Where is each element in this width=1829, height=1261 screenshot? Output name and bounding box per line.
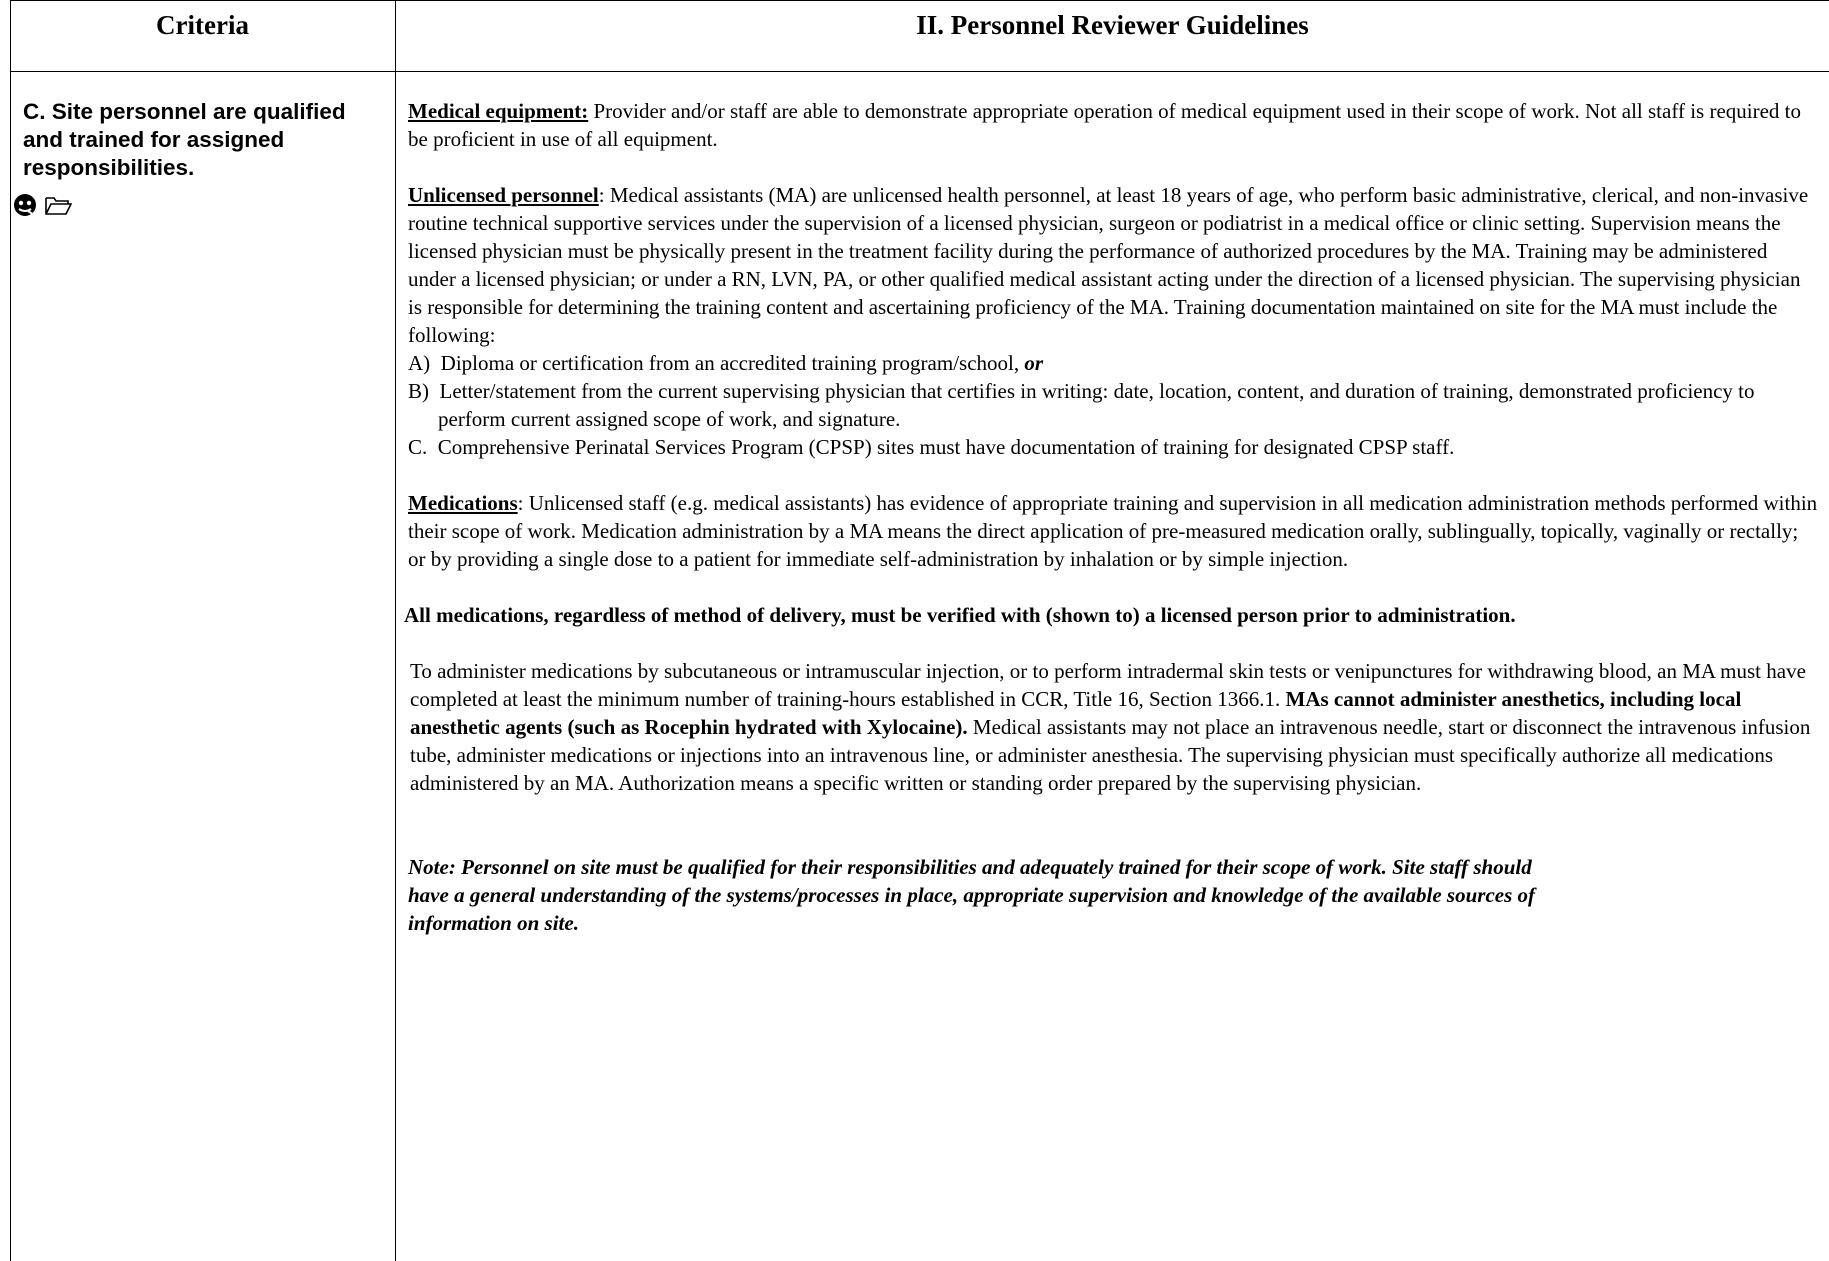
reviewer-face-icon: [12, 193, 38, 222]
criteria-text: C. Site personnel are qualified and trained for assigned responsibilities.: [23, 99, 346, 180]
criteria-header: Criteria: [156, 10, 249, 40]
guidelines-header: II. Personnel Reviewer Guidelines: [916, 10, 1309, 40]
note-paragraph: Note: Personnel on site must be qualified for their responsibilities and adequately trained for their scope of work. Site staff should have a general understanding of the systems/processes in place, appropriate supervision and knowledge of the available sources of information on site.: [408, 855, 1535, 935]
unlicensed-heading: Unlicensed personnel: [408, 183, 599, 207]
guidelines-content: [404, 97, 1818, 937]
list-item-c: C. Comprehensive Perinatal Services Program (CPSP) sites must have documentation of training for designated CPSP staff.: [408, 435, 1455, 459]
equipment-heading: Medical equipment:: [408, 99, 589, 123]
header-divider: [10, 71, 1829, 72]
folder-icon: [44, 194, 72, 221]
unlicensed-paragraph: [408, 181, 1818, 349]
unlicensed-body: : Medical assistants (MA) are unlicensed health personnel, at least 18 years of age, who perform basic administrative, clerical, and non-invasive routine technical supportive services under the supervision of a licensed physician, surgeon or podiatrist in a medical office or clinic setting. Supervision means the licensed physician must be physically present in the treatment facility during the performance of authorized procedures by the MA. Training may be administered under a licensed physician; or under a RN, LVN, PA, or other qualified medical assistant acting under the direction of a licensed physician. The supervising physician is responsible for determining the training content and ascertaining proficiency of the MA. Training documentation maintained on site for the MA must include the following:: [408, 183, 1809, 347]
equipment-body: Provider and/or staff are able to demonstrate appropriate operation of medical equipment used in their scope of work. Not all staff is required to be proficient in use of all equipment.: [408, 99, 1801, 151]
list-item-a: A) Diploma or certification from an accredited training program/school, or: [408, 351, 1044, 375]
criteria-icons: [12, 193, 72, 222]
all-medications-statement: All medications, regardless of method of delivery, must be verified with (shown to) a licensed person prior to administration.: [404, 603, 1516, 627]
injection-paragraph: To administer medications by subcutaneous or intramuscular injection, or to perform intradermal skin tests or venipunctures for withdrawing blood, an MA must have completed at least the minimum number of training-hours established in CCR, Title 16, Section 1366.1. MAs cannot administer anesthetics, including local anesthetic agents (such as Rocephin hydrated with Xylocaine). Medical assistants may not place an intravenous needle, start or disconnect the intravenous infusion tube, administer medications or injections into an intravenous line, or administer anesthesia. The supervising physician must specifically authorize all medications administered by an MA. Authorization means a specific written or standing order prepared by the supervising physician.: [410, 659, 1811, 795]
medications-heading: Medications: [408, 491, 518, 515]
column-divider: [395, 0, 396, 1261]
equipment-paragraph: [408, 97, 1818, 153]
medications-paragraph: [408, 489, 1818, 573]
anesthetics-warning: MAs cannot administer anesthetics, including local anesthetic agents (such as Rocephin hydrated with Xylocaine).: [410, 687, 1742, 739]
or-emphasis: or: [1024, 351, 1044, 375]
list-item-b: B) Letter/statement from the current supervising physician that certifies in writing: date, location, content, and duration of training, demonstrated proficiency to perform current assigned scope of work, and signature.: [408, 379, 1755, 431]
medications-body: : Unlicensed staff (e.g. medical assistants) has evidence of appropriate training and supervision in all medication administration methods performed within their scope of work. Medication administration by a MA means the direct application of pre-measured medication orally, sublingually, topically, vaginally or rectally; or by providing a single dose to a patient for immediate self-administration by inhalation or by simple injection.: [408, 491, 1818, 571]
